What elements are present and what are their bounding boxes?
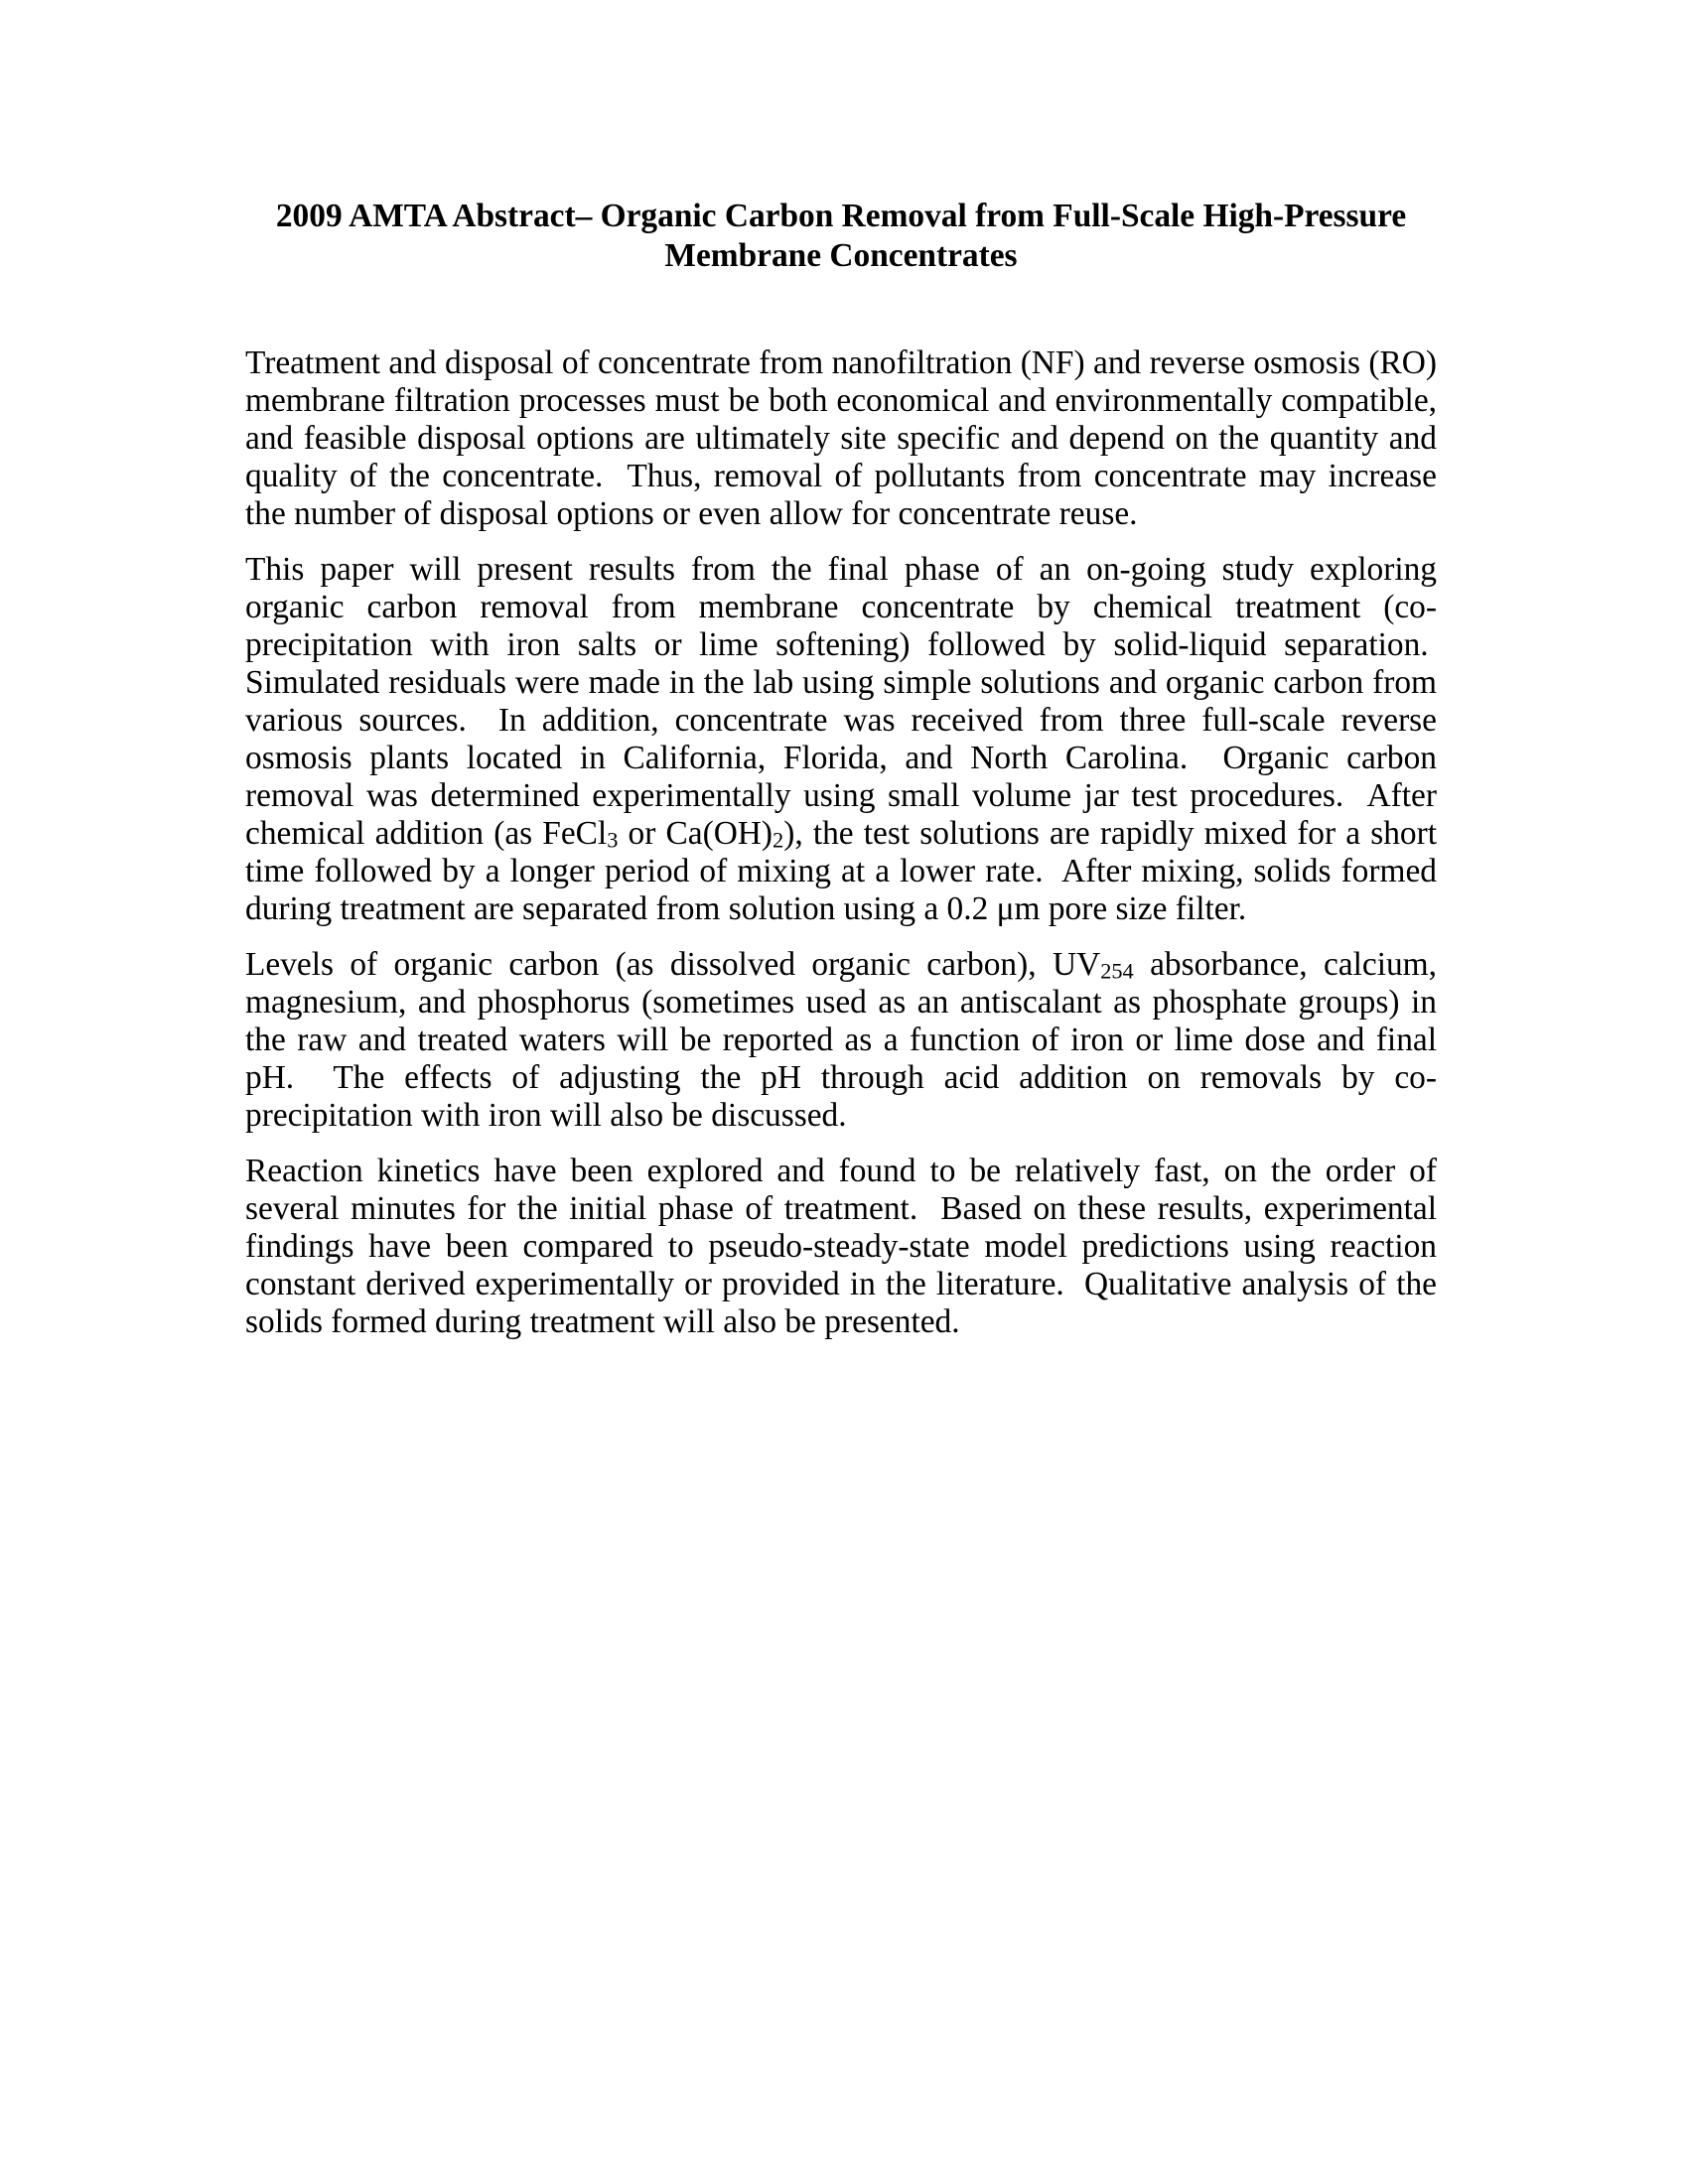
paragraph-text: ), the test solutions are rapidly mixed for a short time followed by a longer period of mixing at a lower rate. After mixing, solids formed during treatment are separated from solution using a 0.2 μm pore size filter.	[245, 815, 1437, 927]
paragraph-text: Levels of organic carbon (as dissolved organic carbon), UV	[245, 946, 1101, 983]
paragraph	[245, 946, 1437, 1135]
document-title-line-1: 2009 AMTA Abstract– Organic Carbon Removal from Full-Scale High-Pressure	[275, 198, 1407, 234]
abstract-body	[245, 344, 1437, 1341]
paragraph-text: Treatment and disposal of concentrate from nanofiltration (NF) and reverse osmosis (RO) membrane filtration processes must be both economical and environmentally compatible, and feasible disposal options are ultimately site specific and depend on the quantity and quality of the concentrate. Thus, removal of pollutants from concentrate may increase the number of disposal options or even allow for concentrate reuse.	[245, 344, 1437, 532]
document-title-line-2: Membrane Concentrates	[664, 237, 1018, 274]
paragraph-text: Reaction kinetics have been explored and found to be relatively fast, on the order of several minutes for the initial phase of treatment. Based on these results, experimental findings have been compared to pseudo-steady-state model predictions using reaction constant derived experimentally or provided in the literature. Qualitative analysis of the solids formed during treatment will also be presented.	[245, 1153, 1437, 1340]
paragraph	[245, 344, 1437, 533]
paragraph-text: absorbance, calcium, magnesium, and phosphorus (sometimes used as an antiscalant as phosphate groups) in the raw and treated waters will be reported as a function of iron or lime dose and final pH. The effects of adjusting the pH through acid addition on removals by co-precipitation with iron will also be discussed.	[245, 946, 1438, 1134]
subscript-text: 254	[1100, 958, 1134, 984]
paragraph-text: or Ca(OH)	[618, 815, 774, 852]
paragraph	[245, 1153, 1437, 1341]
paragraph-text: This paper will present results from the final phase of an on-going study exploring organic carbon removal from membrane concentrate by chemical treatment (co-precipitation with iron salts or lime softening) followed by solid-liquid separation. Simulated residuals were made in the lab using simple solutions and organic carbon from various sources. In addition, concentrate was received from three full-scale reverse osmosis plants located in California, Florida, and North Carolina. Organic carbon removal was determined experimentally using small volume jar test procedures. After chemical addition (as FeCl	[245, 551, 1437, 852]
document-title	[245, 197, 1437, 276]
paragraph	[245, 551, 1437, 928]
subscript-text: 3	[607, 827, 619, 853]
subscript-text: 2	[773, 827, 784, 853]
